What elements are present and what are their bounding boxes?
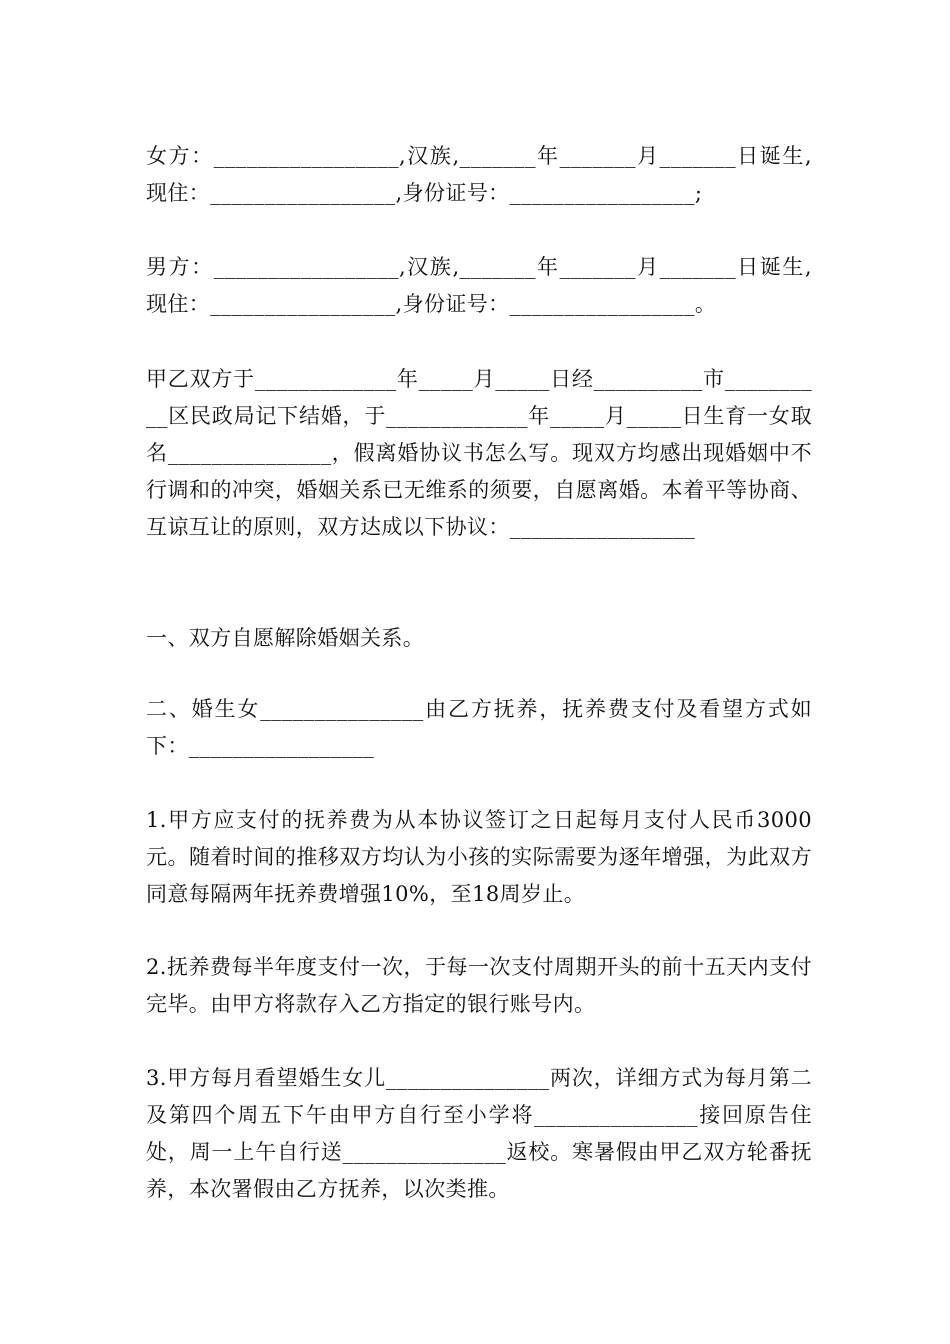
paragraph-male-party-info: 男方：_________________,汉族,_______年_______月_______日诞生,现住：_________________,身份证号：_________________。 xyxy=(146,255,812,316)
clause-one-divorce: 一、双方自愿解除婚姻关系。 xyxy=(146,626,425,650)
paragraph-marriage-background: 甲乙双方于_____________年_____月_____日经__________市__________区民政局记下结婚，于_____________年_____月_____日生育一女取名_______________，假离婚协议书怎么写。现双方均感出现婚姻中不行调和的冲突，婚姻关系已无维系的须要，自愿离婚。本着平等协商、互谅互让的原则，双方达成以下协议：_________________ xyxy=(146,367,812,539)
item-3-visitation: 3.甲方每月看望婚生女儿_______________两次，详细方式为每月第二及第四个周五下午由甲方自行至小学将_______________接回原告住处，周一上午自行送_______________返校。寒暑假由甲乙双方轮番抚养，本次署假由乙方抚养，以次类推。 xyxy=(146,1066,812,1201)
item-1-support-payment: 1.甲方应支付的抚养费为从本协议签订之日起每月支付人民币3000元。随着时间的推移双方均认为小孩的实际需要为逐年增强，为此双方同意每隔两年抚养费增强10%，至18周岁止。 xyxy=(146,808,812,906)
item-2-payment-schedule: 2.抚养费每半年度支付一次，于每一次支付周期开头的前十五天内支付完毕。由甲方将款存入乙方指定的银行账号内。 xyxy=(146,955,812,1016)
clause-two-custody: 二、婚生女_______________由乙方抚养，抚养费支付及看望方式如下：_________________ xyxy=(146,697,812,758)
paragraph-female-party-info: 女方：_________________,汉族,_______年_______月_______日诞生,现住：_________________,身份证号：_________________; xyxy=(146,144,812,205)
